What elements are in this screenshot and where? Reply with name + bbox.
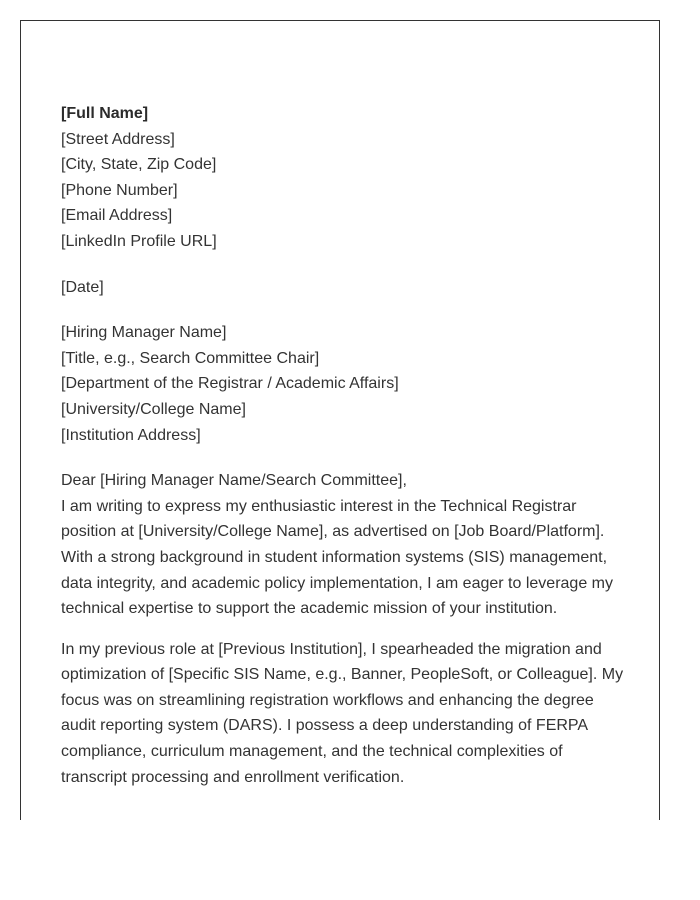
sender-linkedin: [LinkedIn Profile URL] (61, 232, 217, 250)
greeting: Dear [Hiring Manager Name/Search Committee], (61, 472, 407, 490)
recipient-block (61, 320, 631, 448)
sender-email: [Email Address] (61, 207, 173, 225)
recipient-name: [Hiring Manager Name] (61, 324, 227, 342)
recipient-title: [Title, e.g., Search Committee Chair] (61, 349, 320, 367)
sender-phone: [Phone Number] (61, 181, 178, 199)
letter-content (61, 101, 631, 805)
sender-city: [City, State, Zip Code] (61, 156, 217, 174)
recipient-department: [Department of the Registrar / Academic Affairs] (61, 375, 399, 393)
date-block (61, 275, 631, 301)
letter-date: [Date] (61, 278, 104, 296)
sender-block (61, 101, 631, 255)
sender-name: [Full Name] (61, 105, 149, 122)
letter-page (20, 20, 660, 820)
recipient-university: [University/College Name] (61, 400, 246, 418)
body-paragraph-1 (61, 468, 631, 622)
paragraph-1-text: I am writing to express my enthusiastic interest in the Technical Registrar position at [University/College Name], as advertised on [Job Board/Platform]. With a strong background in student information systems (SIS) management, data integrity, and academic policy implementation, I am eager to leverage my technical expertise to support the academic mission of your institution. (61, 497, 613, 618)
paragraph-2-text: In my previous role at [Previous Institution], I spearheaded the migration and optimization of [Specific SIS Name, e.g., Banner, PeopleSoft, or Colleague]. My focus was on streamlining registration workflows and enhancing the degree audit reporting system (DARS). I possess a deep understanding of FERPA compliance, curriculum management, and the technical complexities of transcript processing and enrollment verification. (61, 640, 624, 786)
sender-street: [Street Address] (61, 130, 175, 148)
recipient-address: [Institution Address] (61, 426, 201, 444)
body-paragraph-2 (61, 637, 631, 791)
